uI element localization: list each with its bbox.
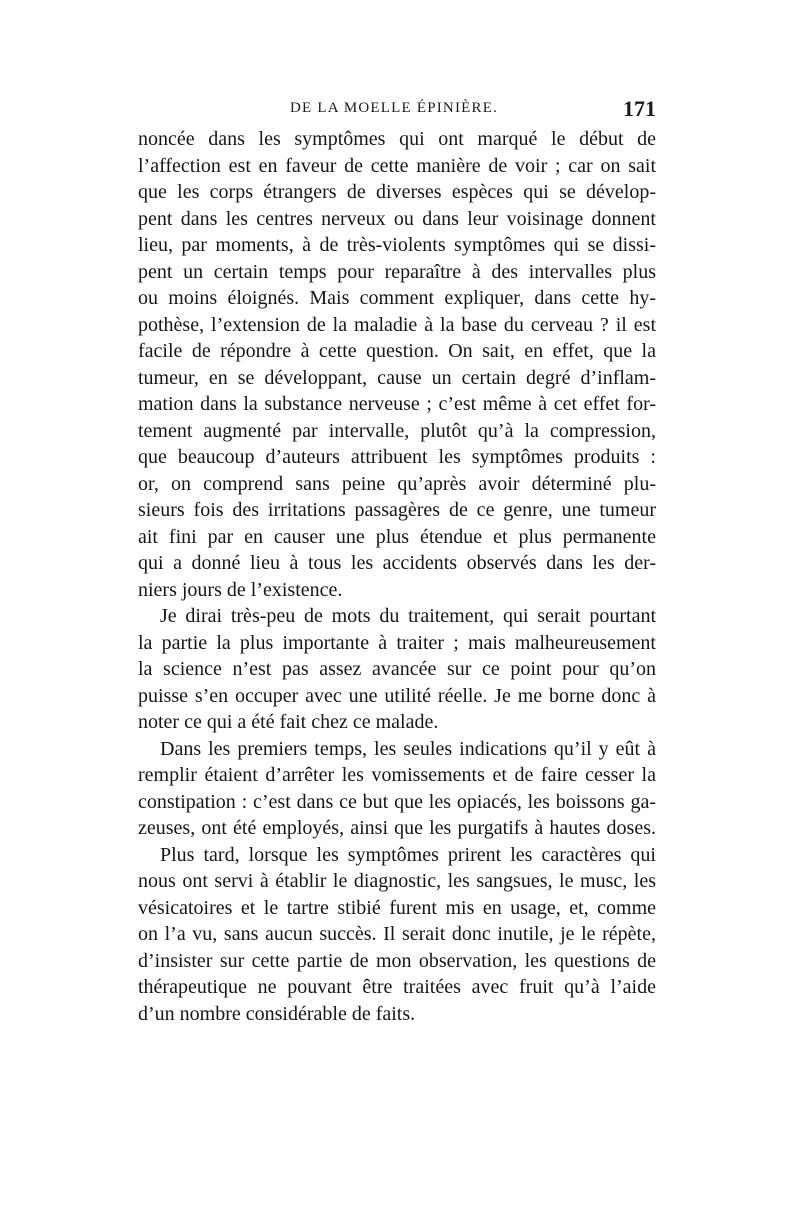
text-line: or, on comprend sans peine qu’après avoir déterminé plu- bbox=[138, 472, 656, 495]
text-line: d’un nombre considérable de faits. bbox=[138, 1002, 416, 1025]
text-line: remplir étaient d’arrêter les vomissements et de faire cesser la bbox=[138, 764, 656, 786]
text-line: sieurs fois des irritations passagères de ce genre, une tumeur bbox=[138, 499, 656, 521]
text-line: noncée dans les symptômes qui ont marqué le début de bbox=[138, 128, 656, 150]
page-header bbox=[138, 96, 656, 126]
paragraph-4 bbox=[138, 842, 656, 1028]
text-line: d’insister sur cette partie de mon observation, les questions de bbox=[138, 949, 656, 972]
paragraph-1 bbox=[138, 126, 656, 603]
text-line: facile de répondre à cette question. On sait, en effet, que la bbox=[138, 340, 656, 362]
text-line: la partie la plus importante à traiter ; mais malheureusement bbox=[138, 631, 656, 654]
text-line: Je dirai très-peu de mots du traitement, qui serait pourtant bbox=[160, 605, 656, 627]
text-line: la science n’est pas assez avancée sur ce point pour qu’on bbox=[138, 658, 656, 680]
text-line: pent un certain temps pour reparaître à des intervalles plus bbox=[138, 260, 656, 283]
text-line: puisse s’en occuper avec une utilité réelle. Je me borne donc à bbox=[138, 684, 656, 707]
text-line: nous ont servi à établir le diagnostic, les sangsues, le musc, les bbox=[138, 870, 656, 892]
text-line: zeuses, ont été employés, ainsi que les purgatifs à hautes doses. bbox=[138, 817, 656, 839]
text-line: pothèse, l’extension de la maladie à la base du cerveau ? il est bbox=[138, 313, 656, 336]
text-line: ait fini par en causer une plus étendue et plus permanente bbox=[138, 525, 656, 548]
text-line: que beaucoup d’auteurs attribuent les symptômes produits : bbox=[138, 446, 656, 468]
text-line: noter ce qui a été fait chez ce malade. bbox=[138, 711, 439, 733]
text-line: l’affection est en faveur de cette manière de voir ; car on sait bbox=[138, 154, 656, 177]
text-line: Dans les premiers temps, les seules indications qu’il y eût à bbox=[160, 737, 656, 760]
text-line: lieu, par moments, à de très-violents symptômes qui se dissi- bbox=[138, 234, 656, 256]
text-line: pent dans les centres nerveux ou dans leur voisinage donnent bbox=[138, 207, 656, 230]
text-line: thérapeutique ne pouvant être traitées avec fruit qu’à l’aide bbox=[138, 976, 656, 998]
text-line: qui a donné lieu à tous les accidents observés dans les der- bbox=[138, 552, 656, 574]
text-line: ou moins éloignés. Mais comment expliquer, dans cette hy- bbox=[138, 287, 656, 309]
text-line: tumeur, en se développant, cause un certain degré d’inflam- bbox=[138, 366, 656, 389]
text-line: mation dans la substance nerveuse ; c’est même à cet effet for- bbox=[138, 393, 656, 415]
body-text bbox=[138, 126, 656, 1027]
text-line: vésicatoires et le tartre stibié furent mis en usage, et, comme bbox=[138, 896, 656, 919]
text-line: tement augmenté par intervalle, plutôt qu’à la compression, bbox=[138, 419, 656, 442]
text-line: on l’a vu, sans aucun succès. Il serait donc inutile, je le répète, bbox=[138, 923, 656, 945]
text-line: Plus tard, lorsque les symptômes prirent les caractères qui bbox=[160, 843, 656, 866]
paragraph-3 bbox=[138, 736, 656, 842]
text-line: niers jours de l’existence. bbox=[138, 578, 343, 601]
text-line: que les corps étrangers de diverses espèces qui se dévelop- bbox=[138, 181, 656, 203]
running-title: DE LA MOELLE ÉPINIÈRE. bbox=[290, 100, 499, 116]
page-number: 171 bbox=[623, 96, 656, 121]
paragraph-2 bbox=[138, 603, 656, 736]
text-line: constipation : c’est dans ce but que les opiacés, les boissons ga- bbox=[138, 790, 656, 813]
